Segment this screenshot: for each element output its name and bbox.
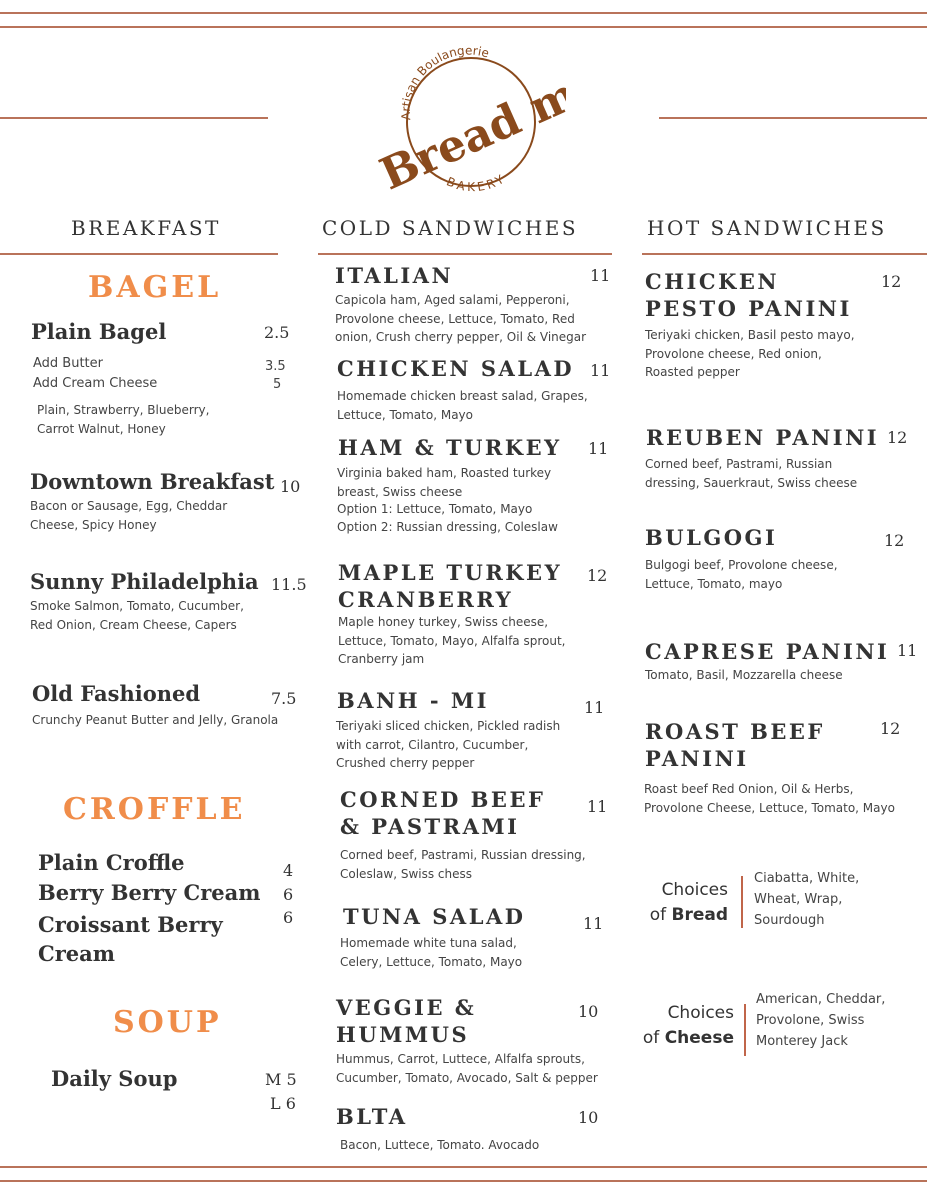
daily-soup-name: Daily Soup <box>51 1066 178 1091</box>
header-rule-right <box>659 117 927 119</box>
logo-graphic <box>366 42 566 192</box>
breakfast-heading: BREAKFAST <box>71 216 221 240</box>
croissant-berry-price: 6 <box>283 908 294 927</box>
bread-choices-divider <box>741 876 743 928</box>
downtown-desc: Bacon or Sausage, Egg, Cheddar Cheese, Spicy Honey <box>30 499 228 532</box>
downtown-price: 10 <box>280 477 301 496</box>
croissant-berry-name: Croissant Berry Cream <box>38 912 223 966</box>
cold-item-option: Option 1: Lettuce, Tomato, Mayo <box>337 502 533 516</box>
soup-title: SOUP <box>113 1005 222 1040</box>
sunny-desc: Smoke Salmon, Tomato, Cucumber, Red Onion, Cream Cheese, Capers <box>30 599 244 632</box>
cold-item-name: TUNA SALAD <box>343 904 526 929</box>
hot-item-desc: Corned beef, Pastrami, Russian dressing, Sauerkraut, Swiss cheese <box>645 457 858 490</box>
cold-item-desc: Teriyaki sliced chicken, Pickled radish with carrot, Cilantro, Cucumber, Crushed cherry pepper <box>336 719 561 770</box>
top-rule-2 <box>0 26 927 28</box>
sunny-price: 11.5 <box>271 575 307 594</box>
hot-item-name: CHICKEN PESTO PANINI <box>645 269 852 321</box>
berry-cream-name: Berry Berry Cream <box>38 880 261 905</box>
soup-price-m: M 5 <box>265 1070 297 1089</box>
plain-bagel-price: 2.5 <box>264 323 290 342</box>
hot-item-price: 12 <box>881 272 902 291</box>
downtown-name: Downtown Breakfast <box>30 469 275 494</box>
hot-item-price: 12 <box>887 428 908 447</box>
cold-item-name: VEGGIE & HUMMUS <box>336 995 477 1047</box>
cold-item-name: CORNED BEEF & PASTRAMI <box>340 787 546 839</box>
bagel-title: BAGEL <box>88 270 222 305</box>
soup-price-l: L 6 <box>270 1094 296 1113</box>
hot-item-desc: Bulgogi beef, Provolone cheese, Lettuce, Tomato, mayo <box>645 558 838 591</box>
plain-bagel-name: Plain Bagel <box>31 319 167 344</box>
cold-item-desc: Corned beef, Pastrami, Russian dressing, Coleslaw, Swiss chess <box>340 848 586 881</box>
hot-item-desc: Teriyaki chicken, Basil pesto mayo, Provolone cheese, Red onion, Roasted pepper <box>645 328 855 379</box>
cold-item-price: 10 <box>578 1108 599 1127</box>
addon-butter-price: 3.5 <box>265 359 286 374</box>
bottom-rule-1 <box>0 1166 927 1168</box>
hot-heading: HOT SANDWICHES <box>647 216 887 240</box>
top-rule-1 <box>0 12 927 14</box>
cold-item-price: 11 <box>583 914 604 933</box>
sunny-name: Sunny Philadelphia <box>30 569 259 594</box>
hot-item-desc: Tomato, Basil, Mozzarella cheese <box>645 668 843 682</box>
plain-croffle-price: 4 <box>283 861 294 880</box>
cold-item-desc: Bacon, Luttece, Tomato. Avocado <box>340 1138 540 1152</box>
cold-item-desc: Homemade chicken breast salad, Grapes, Lettuce, Tomato, Mayo <box>337 389 588 422</box>
berry-cream-price: 6 <box>283 885 294 904</box>
addon-cream: Add Cream Cheese <box>33 376 158 391</box>
cold-item-name: MAPLE TURKEY CRANBERRY <box>338 560 563 612</box>
hot-item-price: 12 <box>884 531 905 550</box>
oldfashioned-price: 7.5 <box>271 689 297 708</box>
cold-item-desc: Hummus, Carrot, Luttece, Alfalfa sprouts, Cucumber, Tomato, Avocado, Salt & pepper <box>336 1052 598 1085</box>
cold-item-desc: Homemade white tuna salad, Celery, Lettuce, Tomato, Mayo <box>340 936 523 969</box>
cold-item-name: BANH - MI <box>337 688 489 713</box>
cold-item-desc: Virginia baked ham, Roasted turkey breast, Swiss cheese <box>337 466 552 499</box>
cheese-choices-label: Choices of Cheese <box>642 1003 734 1048</box>
cold-item-name: CHICKEN SALAD <box>337 356 575 381</box>
cheese-choices-divider <box>744 1004 746 1056</box>
cold-item-name: HAM & TURKEY <box>338 435 562 460</box>
logo-arc-text: Artisan Boulangerie <box>398 43 491 121</box>
addon-butter: Add Butter <box>33 356 103 371</box>
oldfashioned-desc: Crunchy Peanut Butter and Jelly, Granola <box>32 713 279 727</box>
bagel-flavors: Plain, Strawberry, Blueberry, Carrot Walnut, Honey <box>37 403 210 436</box>
cold-item-name: ITALIAN <box>335 263 454 288</box>
cold-item-price: 11 <box>590 266 611 285</box>
addon-cream-price: 5 <box>273 377 282 392</box>
cold-heading-rule <box>318 253 612 255</box>
cold-item-price: 12 <box>587 566 608 585</box>
bread-choices-label: Choices of Bread <box>649 880 728 925</box>
logo <box>366 42 566 192</box>
croffle-title: CROFFLE <box>63 792 246 827</box>
hot-item-desc: Roast beef Red Onion, Oil & Herbs, Provolone Cheese, Lettuce, Tomato, Mayo <box>644 782 895 815</box>
cold-item-name: BLTA <box>336 1104 408 1129</box>
breakfast-heading-rule <box>0 253 278 255</box>
plain-croffle-name: Plain Croffle <box>38 850 185 875</box>
hot-item-price: 11 <box>897 641 918 660</box>
cold-heading: COLD SANDWICHES <box>322 216 579 240</box>
header-rule-left <box>0 117 268 119</box>
cold-item-desc: Capicola ham, Aged salami, Pepperoni, Provolone cheese, Lettuce, Tomato, Red onion, Crush cherry pepper, Oil & Vinegar <box>335 293 587 344</box>
logo-sub-text: BAKERY <box>444 170 509 192</box>
cold-item-price: 11 <box>588 439 609 458</box>
hot-item-name: CAPRESE PANINI <box>645 639 890 664</box>
cold-item-price: 11 <box>587 797 608 816</box>
cold-item-desc: Maple honey turkey, Swiss cheese, Lettuce, Tomato, Mayo, Alfalfa sprout, Cranberry jam <box>338 615 566 666</box>
hot-item-name: REUBEN PANINI <box>646 425 880 450</box>
oldfashioned-name: Old Fashioned <box>32 681 201 706</box>
hot-item-name: ROAST BEEF PANINI <box>645 719 825 771</box>
hot-heading-rule <box>642 253 927 255</box>
logo-name: Bread me <box>372 57 566 192</box>
cold-item-price: 11 <box>584 698 605 717</box>
hot-item-price: 12 <box>880 719 901 738</box>
hot-item-name: BULGOGI <box>645 525 778 550</box>
cold-item-price: 10 <box>578 1002 599 1021</box>
cold-item-option: Option 2: Russian dressing, Coleslaw <box>337 520 558 534</box>
bread-choices-options: Ciabatta, White, Wheat, Wrap, Sourdough <box>754 871 860 928</box>
cold-item-price: 11 <box>590 361 611 380</box>
cheese-choices-options: American, Cheddar, Provolone, Swiss Monterey Jack <box>756 992 886 1049</box>
bottom-rule-2 <box>0 1180 927 1182</box>
